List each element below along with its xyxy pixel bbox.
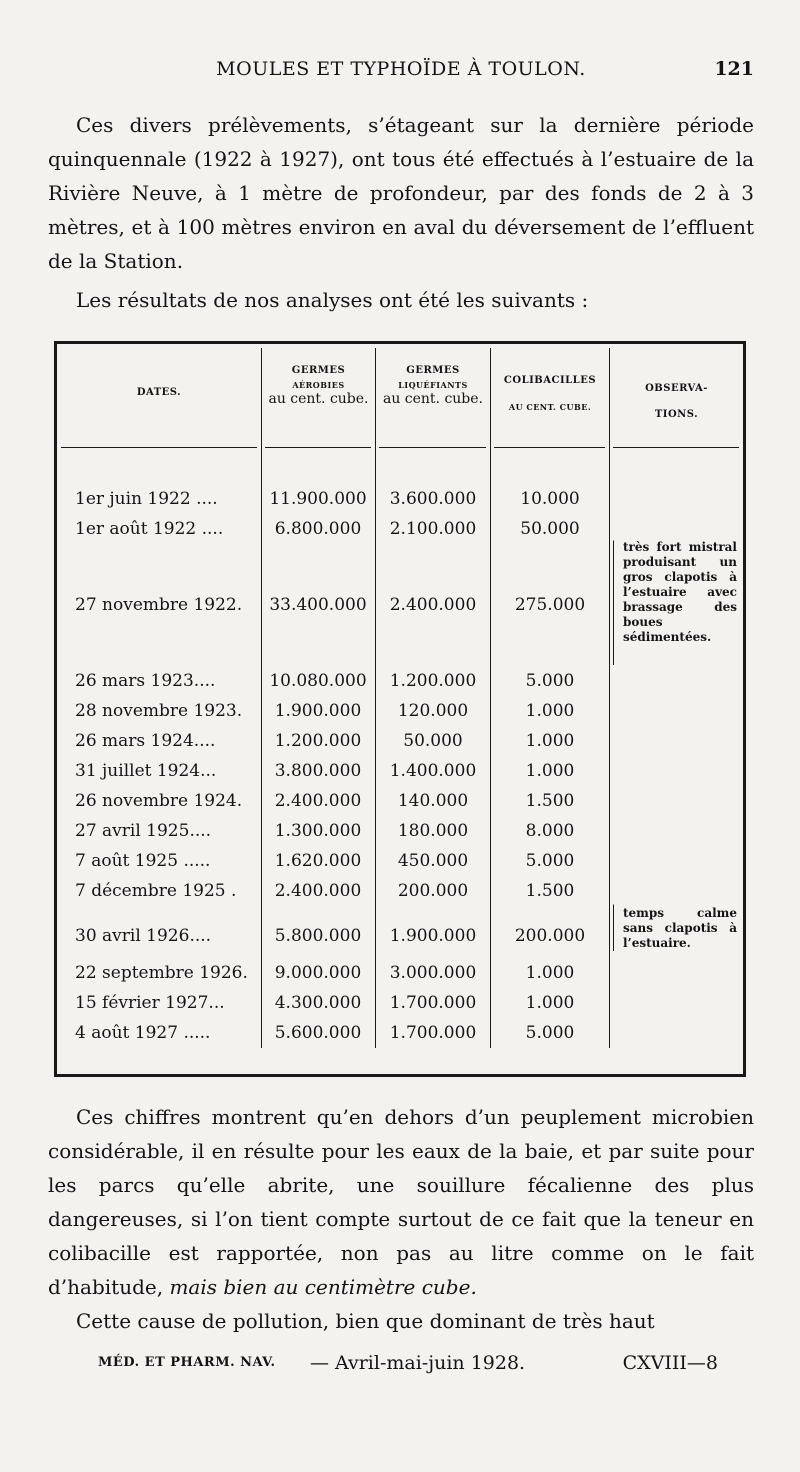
cell-date: 7 décembre 1925 .	[75, 881, 237, 901]
cell-germes-liquefiants: 180.000	[397, 821, 469, 841]
table-row	[57, 786, 743, 816]
cell-colibacilles: 50.000	[520, 519, 580, 539]
table-row	[57, 756, 743, 786]
cell-germes-liquefiants: 1.400.000	[389, 761, 477, 781]
header-separator	[613, 447, 739, 448]
cell-germes-liquefiants: 1.900.000	[389, 926, 477, 946]
cell-germes-liquefiants: 450.000	[397, 851, 469, 871]
table-row	[57, 726, 743, 756]
header-dates: DATES.	[136, 387, 182, 398]
cell-germes-aerobies: 5.600.000	[274, 1023, 362, 1043]
cell-germes-aerobies: 33.400.000	[269, 595, 367, 615]
cell-date: 1er juin 1922 ....	[75, 489, 218, 509]
header-obs-line1: OBSERVA-	[645, 383, 708, 394]
cell-date: 4 août 1927 .....	[75, 1023, 211, 1043]
cell-date: 26 mars 1924....	[75, 731, 216, 751]
table-row	[57, 816, 743, 846]
cell-colibacilles: 5.000	[525, 671, 575, 691]
cell-germes-aerobies: 11.900.000	[269, 489, 367, 509]
cell-germes-aerobies: 3.800.000	[274, 761, 362, 781]
cell-colibacilles: 1.000	[525, 761, 575, 781]
header-germes-aerobies	[262, 364, 375, 406]
footer-signature: CXVIII—8	[622, 1352, 718, 1374]
cell-colibacilles: 1.000	[525, 731, 575, 751]
cell-germes-liquefiants: 140.000	[397, 791, 469, 811]
cell-date: 26 novembre 1924.	[75, 791, 243, 811]
header-liq-line2: LIQUÉFIANTS	[398, 380, 468, 390]
cell-colibacilles: 10.000	[520, 489, 580, 509]
header-germes-liquefiants	[376, 364, 490, 406]
cell-colibacilles: 5.000	[525, 851, 575, 871]
cell-colibacilles: 275.000	[514, 595, 586, 615]
header-aero-line1: GERMES	[291, 365, 346, 376]
table-row	[57, 846, 743, 876]
cell-germes-aerobies: 2.400.000	[274, 791, 362, 811]
table-row	[57, 988, 743, 1018]
cell-germes-liquefiants: 3.600.000	[389, 489, 477, 509]
cell-date: 27 novembre 1922.	[75, 595, 243, 615]
table-row	[57, 696, 743, 726]
header-aero-line3: au cent. cube.	[268, 391, 369, 407]
cell-date: 26 mars 1923....	[75, 671, 216, 691]
cell-date: 31 juillet 1924...	[75, 761, 217, 781]
footer-journal: MÉD. ET PHARM. NAV.	[98, 1355, 276, 1370]
cell-germes-aerobies: 9.000.000	[274, 963, 362, 983]
cell-germes-aerobies: 2.400.000	[274, 881, 362, 901]
paragraph-1: Ces divers prélèvements, s’étageant sur la dernière période quinquennale (1922 à 1927), ont tous été effectués à l’estuaire de la Rivière Neuve, à 1 mètre de profondeur, par des fonds de 2 à 3 mètres, et à 100 mètres environ en aval du déversement de l’effluent de la Station.	[48, 113, 754, 273]
cell-germes-aerobies: 4.300.000	[274, 993, 362, 1013]
cell-germes-aerobies: 1.620.000	[274, 851, 362, 871]
header-liq-line3: au cent. cube.	[382, 391, 484, 407]
cell-germes-liquefiants: 200.000	[397, 881, 469, 901]
header-coli-line2: AU CENT. CUBE.	[508, 402, 592, 412]
cell-date: 22 septembre 1926.	[75, 963, 248, 983]
cell-germes-liquefiants: 1.200.000	[389, 671, 477, 691]
cell-date: 28 novembre 1923.	[75, 701, 243, 721]
header-liq-line1: GERMES	[406, 365, 460, 376]
cell-germes-liquefiants: 120.000	[397, 701, 469, 721]
cell-colibacilles: 1.000	[525, 993, 575, 1013]
paragraph-3-text: Ces chiffres montrent qu’en dehors d’un peuplement microbien considérable, il en résulte pour les eaux de la baie, et par suite pour les parcs qu’elle abrite, une souillure fécalienne des plus dangereuses, si l’on tient compte surtout de ce fait que la teneur en colibacille est rapportée, non pas au litre comme on le fait d’habitude,	[48, 1105, 754, 1299]
cell-date: 1er août 1922 ....	[75, 519, 224, 539]
cell-date: 7 août 1925 .....	[75, 851, 211, 871]
paragraph-4: Cette cause de pollution, bien que dominant de très haut	[76, 1309, 655, 1333]
cell-date: 30 avril 1926....	[75, 926, 212, 946]
header-observations	[610, 376, 743, 428]
paragraph-3	[48, 1100, 754, 1304]
cell-germes-aerobies: 1.300.000	[274, 821, 362, 841]
cell-germes-aerobies: 6.800.000	[274, 519, 362, 539]
cell-germes-aerobies: 1.200.000	[274, 731, 362, 751]
header-separator	[379, 447, 486, 448]
page-footer	[98, 1352, 718, 1382]
header-obs-line2: TIONS.	[654, 409, 699, 420]
cell-germes-aerobies: 1.900.000	[274, 701, 362, 721]
running-head	[48, 58, 754, 94]
observation-mistral: très fort mistral produisant un gros clapotis à l’estuaire avec brassage des boues sédimentées.	[623, 540, 737, 644]
table-row	[57, 666, 743, 696]
cell-germes-aerobies: 10.080.000	[269, 671, 367, 691]
observation-calme: temps calme sans clapotis à l’estuaire.	[623, 906, 737, 950]
header-coli-line1: COLIBACILLES	[503, 375, 597, 386]
running-title: MOULES ET TYPHOÏDE À TOULON.	[216, 58, 586, 80]
results-table	[54, 341, 746, 1077]
paragraph-3-italic: mais bien au centimètre cube.	[169, 1275, 477, 1299]
cell-germes-liquefiants: 3.000.000	[389, 963, 477, 983]
brace	[613, 540, 614, 665]
cell-colibacilles: 8.000	[525, 821, 575, 841]
brace	[613, 904, 614, 951]
page-number: 121	[714, 58, 754, 80]
table-row	[57, 484, 743, 514]
header-aero-line2: AÉROBIES	[292, 380, 345, 390]
cell-germes-liquefiants: 1.700.000	[389, 1023, 477, 1043]
cell-colibacilles: 1.000	[525, 701, 575, 721]
cell-germes-liquefiants: 1.700.000	[389, 993, 477, 1013]
cell-germes-aerobies: 5.800.000	[274, 926, 362, 946]
table-row	[57, 1018, 743, 1048]
table-row	[57, 876, 743, 906]
cell-colibacilles: 200.000	[514, 926, 586, 946]
cell-date: 15 février 1927...	[75, 993, 225, 1013]
header-colibacilles	[491, 374, 609, 414]
cell-germes-liquefiants: 2.100.000	[389, 519, 477, 539]
cell-germes-liquefiants: 50.000	[403, 731, 463, 751]
cell-colibacilles: 1.000	[525, 963, 575, 983]
cell-date: 27 avril 1925....	[75, 821, 212, 841]
cell-colibacilles: 1.500	[525, 791, 575, 811]
cell-colibacilles: 5.000	[525, 1023, 575, 1043]
table-row	[57, 958, 743, 988]
footer-issue: — Avril-mai-juin 1928.	[310, 1352, 526, 1374]
cell-germes-liquefiants: 2.400.000	[389, 595, 477, 615]
header-separator	[494, 447, 605, 448]
paragraph-2: Les résultats de nos analyses ont été les suivants :	[76, 288, 589, 312]
cell-colibacilles: 1.500	[525, 881, 575, 901]
header-separator	[265, 447, 371, 448]
header-separator	[61, 447, 257, 448]
